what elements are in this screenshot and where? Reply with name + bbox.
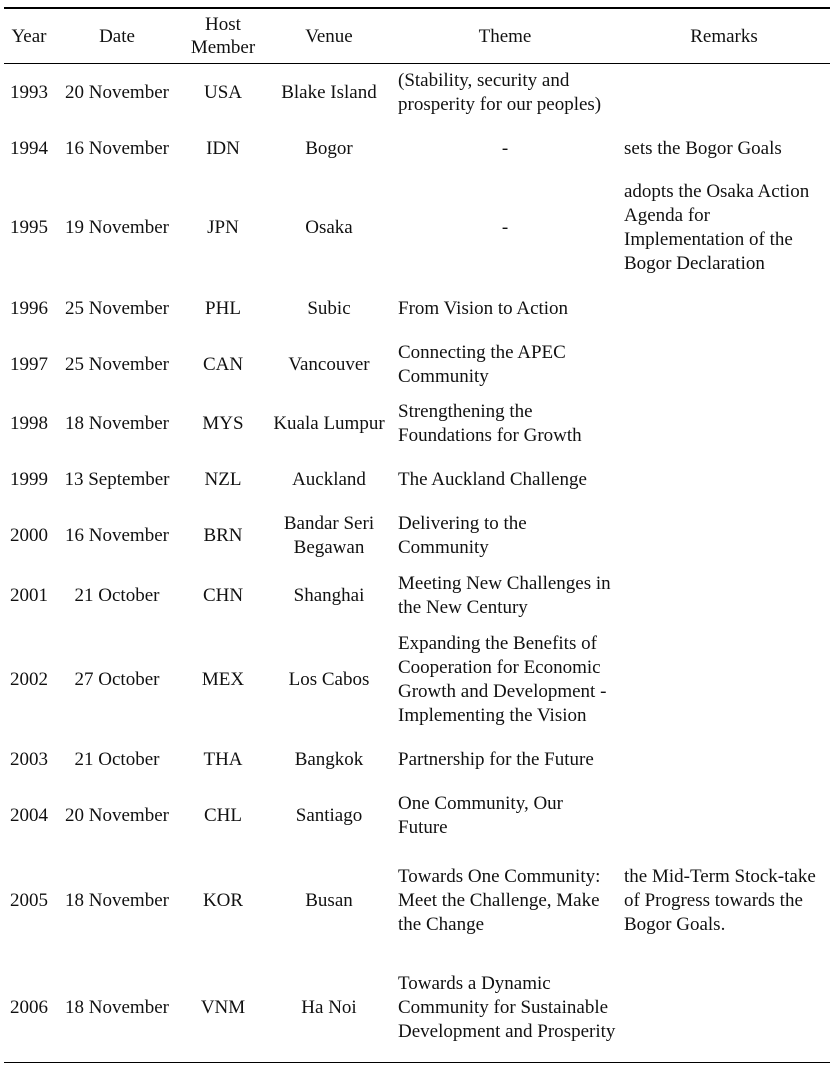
cell-theme: Partnership for the Future bbox=[398, 748, 594, 770]
cell-date: 18 November bbox=[65, 889, 169, 911]
cell-host: KOR bbox=[202, 889, 244, 911]
venue-line1: Auckland bbox=[292, 468, 366, 490]
cell-host: PHL bbox=[205, 297, 241, 319]
cell-date: 16 November bbox=[65, 524, 169, 546]
cell-year: 2006 bbox=[10, 997, 48, 1019]
cell-remarks bbox=[618, 337, 830, 393]
table-row bbox=[4, 393, 830, 455]
cell-year: 2002 bbox=[10, 668, 48, 690]
cell-year: 1994 bbox=[10, 137, 48, 159]
cell-theme: (Stability, security and prosperity for our peoples) bbox=[398, 69, 602, 115]
cell-remarks bbox=[618, 64, 830, 122]
cell-remarks bbox=[618, 567, 830, 625]
cell-remarks bbox=[618, 393, 830, 455]
cell-theme: The Auckland Challenge bbox=[398, 468, 587, 490]
cell-year: 2001 bbox=[10, 584, 48, 606]
header-host-line2: Member bbox=[190, 37, 256, 58]
cell-date: 18 November bbox=[65, 412, 169, 434]
cell-remarks bbox=[618, 785, 830, 847]
cell-host: USA bbox=[203, 81, 242, 103]
header-host-line1: Host bbox=[205, 14, 241, 35]
cell-year: 2005 bbox=[10, 889, 48, 911]
table-row bbox=[4, 455, 830, 505]
venue-line1: Kuala Lumpur bbox=[273, 412, 385, 434]
cell-date: 20 November bbox=[65, 81, 169, 103]
cell-venue bbox=[266, 122, 392, 176]
cell-date: 13 September bbox=[64, 468, 170, 490]
cell-host: NZL bbox=[204, 468, 242, 490]
cell-host: MYS bbox=[202, 412, 244, 434]
cell-theme: Meeting New Challenges in the New Century bbox=[398, 572, 611, 618]
cell-venue bbox=[266, 393, 392, 455]
cell-venue bbox=[266, 455, 392, 505]
cell-date: 25 November bbox=[65, 297, 169, 319]
cell-year: 2003 bbox=[10, 748, 48, 770]
venue-line1: Los Cabos bbox=[288, 668, 370, 690]
cell-remarks bbox=[618, 505, 830, 567]
cell-date: 25 November bbox=[65, 353, 169, 375]
cell-date: 20 November bbox=[65, 804, 169, 826]
cell-date: 19 November bbox=[65, 217, 169, 238]
venue-line1: Subic bbox=[307, 297, 351, 319]
header-remarks: Remarks bbox=[690, 25, 758, 47]
cell-year: 1993 bbox=[10, 81, 48, 103]
cell-host: JPN bbox=[207, 217, 239, 238]
cell-year: 1997 bbox=[10, 353, 48, 375]
venue-line1: Osaka bbox=[305, 217, 353, 238]
cell-year: 2004 bbox=[10, 804, 48, 826]
cell-year: 1998 bbox=[10, 412, 48, 434]
table-row bbox=[4, 735, 830, 785]
table-row bbox=[4, 64, 830, 122]
table-row bbox=[4, 955, 830, 1063]
header-date: Date bbox=[99, 25, 135, 47]
cell-venue bbox=[266, 785, 392, 847]
cell-host: CAN bbox=[202, 353, 244, 375]
table-row bbox=[4, 505, 830, 567]
cell-remarks: sets the Bogor Goals bbox=[624, 137, 782, 159]
cell-date: 27 October bbox=[74, 668, 160, 690]
header-year: Year bbox=[11, 25, 47, 47]
table-row bbox=[4, 625, 830, 735]
cell-host: CHN bbox=[202, 584, 244, 606]
cell-venue bbox=[266, 64, 392, 122]
cell-venue bbox=[266, 176, 392, 281]
header-theme: Theme bbox=[478, 25, 532, 47]
table-row bbox=[4, 337, 830, 393]
cell-venue bbox=[266, 847, 392, 955]
cell-venue bbox=[266, 337, 392, 393]
cell-theme: One Community, Our Future bbox=[398, 792, 564, 838]
cell-theme: Towards One Community: Meet the Challenge, Make the Change bbox=[398, 865, 601, 935]
cell-theme: - bbox=[501, 217, 509, 238]
table-row bbox=[4, 847, 830, 955]
venue-line1: Bogor bbox=[305, 137, 353, 159]
cell-remarks bbox=[618, 281, 830, 337]
venue-line1: Vancouver bbox=[288, 353, 370, 375]
cell-venue bbox=[266, 735, 392, 785]
venue-line1: Busan bbox=[305, 889, 353, 911]
venue-line1: Blake Island bbox=[281, 81, 377, 103]
cell-host: VNM bbox=[200, 997, 246, 1019]
cell-remarks: adopts the Osaka Action Agenda for Implementation of the Bogor Declaration bbox=[624, 181, 810, 274]
cell-theme: Expanding the Benefits of Cooperation for Economic Growth and Development - Implementing the Vision bbox=[398, 632, 607, 726]
cell-theme: Delivering to the Community bbox=[398, 512, 527, 558]
cell-remarks: the Mid-Term Stock-take of Progress towards the Bogor Goals. bbox=[624, 865, 816, 935]
cell-theme: Towards a Dynamic Community for Sustainable Development and Prosperity bbox=[398, 973, 616, 1043]
venue-line1: Santiago bbox=[295, 804, 363, 826]
cell-year: 1996 bbox=[10, 297, 48, 319]
cell-host: MEX bbox=[201, 668, 245, 690]
cell-theme: Connecting the APEC Community bbox=[398, 341, 566, 387]
table-row bbox=[4, 122, 830, 176]
cell-date: 18 November bbox=[65, 997, 169, 1019]
table-row bbox=[4, 785, 830, 847]
cell-remarks bbox=[618, 455, 830, 505]
venue-line1: Shanghai bbox=[293, 584, 365, 606]
cell-remarks bbox=[618, 735, 830, 785]
table-header-row bbox=[4, 8, 830, 64]
cell-remarks bbox=[618, 625, 830, 735]
cell-venue bbox=[266, 625, 392, 735]
header-host-member bbox=[180, 8, 266, 64]
cell-date: 21 October bbox=[74, 584, 160, 606]
cell-theme: - bbox=[501, 137, 509, 159]
venue-line1: Ha Noi bbox=[301, 997, 357, 1019]
cell-theme: From Vision to Action bbox=[398, 297, 569, 319]
cell-host: BRN bbox=[203, 524, 243, 546]
cell-venue bbox=[266, 955, 392, 1063]
table-row bbox=[4, 176, 830, 281]
venue-line2: Begawan bbox=[293, 536, 365, 558]
cell-venue bbox=[266, 281, 392, 337]
venue-line1: Bandar Seri bbox=[283, 512, 375, 534]
table-row bbox=[4, 281, 830, 337]
cell-date: 16 November bbox=[65, 137, 169, 159]
apec-meetings-table bbox=[4, 7, 830, 1063]
header-venue: Venue bbox=[305, 25, 353, 47]
table-row bbox=[4, 567, 830, 625]
cell-date: 21 October bbox=[74, 748, 160, 770]
cell-theme: Strengthening the Foundations for Growth bbox=[398, 400, 582, 446]
cell-remarks bbox=[618, 955, 830, 1063]
venue-line1: Bangkok bbox=[294, 748, 364, 770]
cell-host: THA bbox=[203, 748, 243, 770]
cell-venue bbox=[266, 505, 392, 567]
cell-year: 1999 bbox=[10, 468, 48, 490]
cell-host: IDN bbox=[206, 137, 240, 159]
cell-year: 1995 bbox=[10, 217, 48, 238]
cell-venue bbox=[266, 567, 392, 625]
cell-host: CHL bbox=[204, 804, 242, 826]
cell-year: 2000 bbox=[10, 524, 48, 546]
